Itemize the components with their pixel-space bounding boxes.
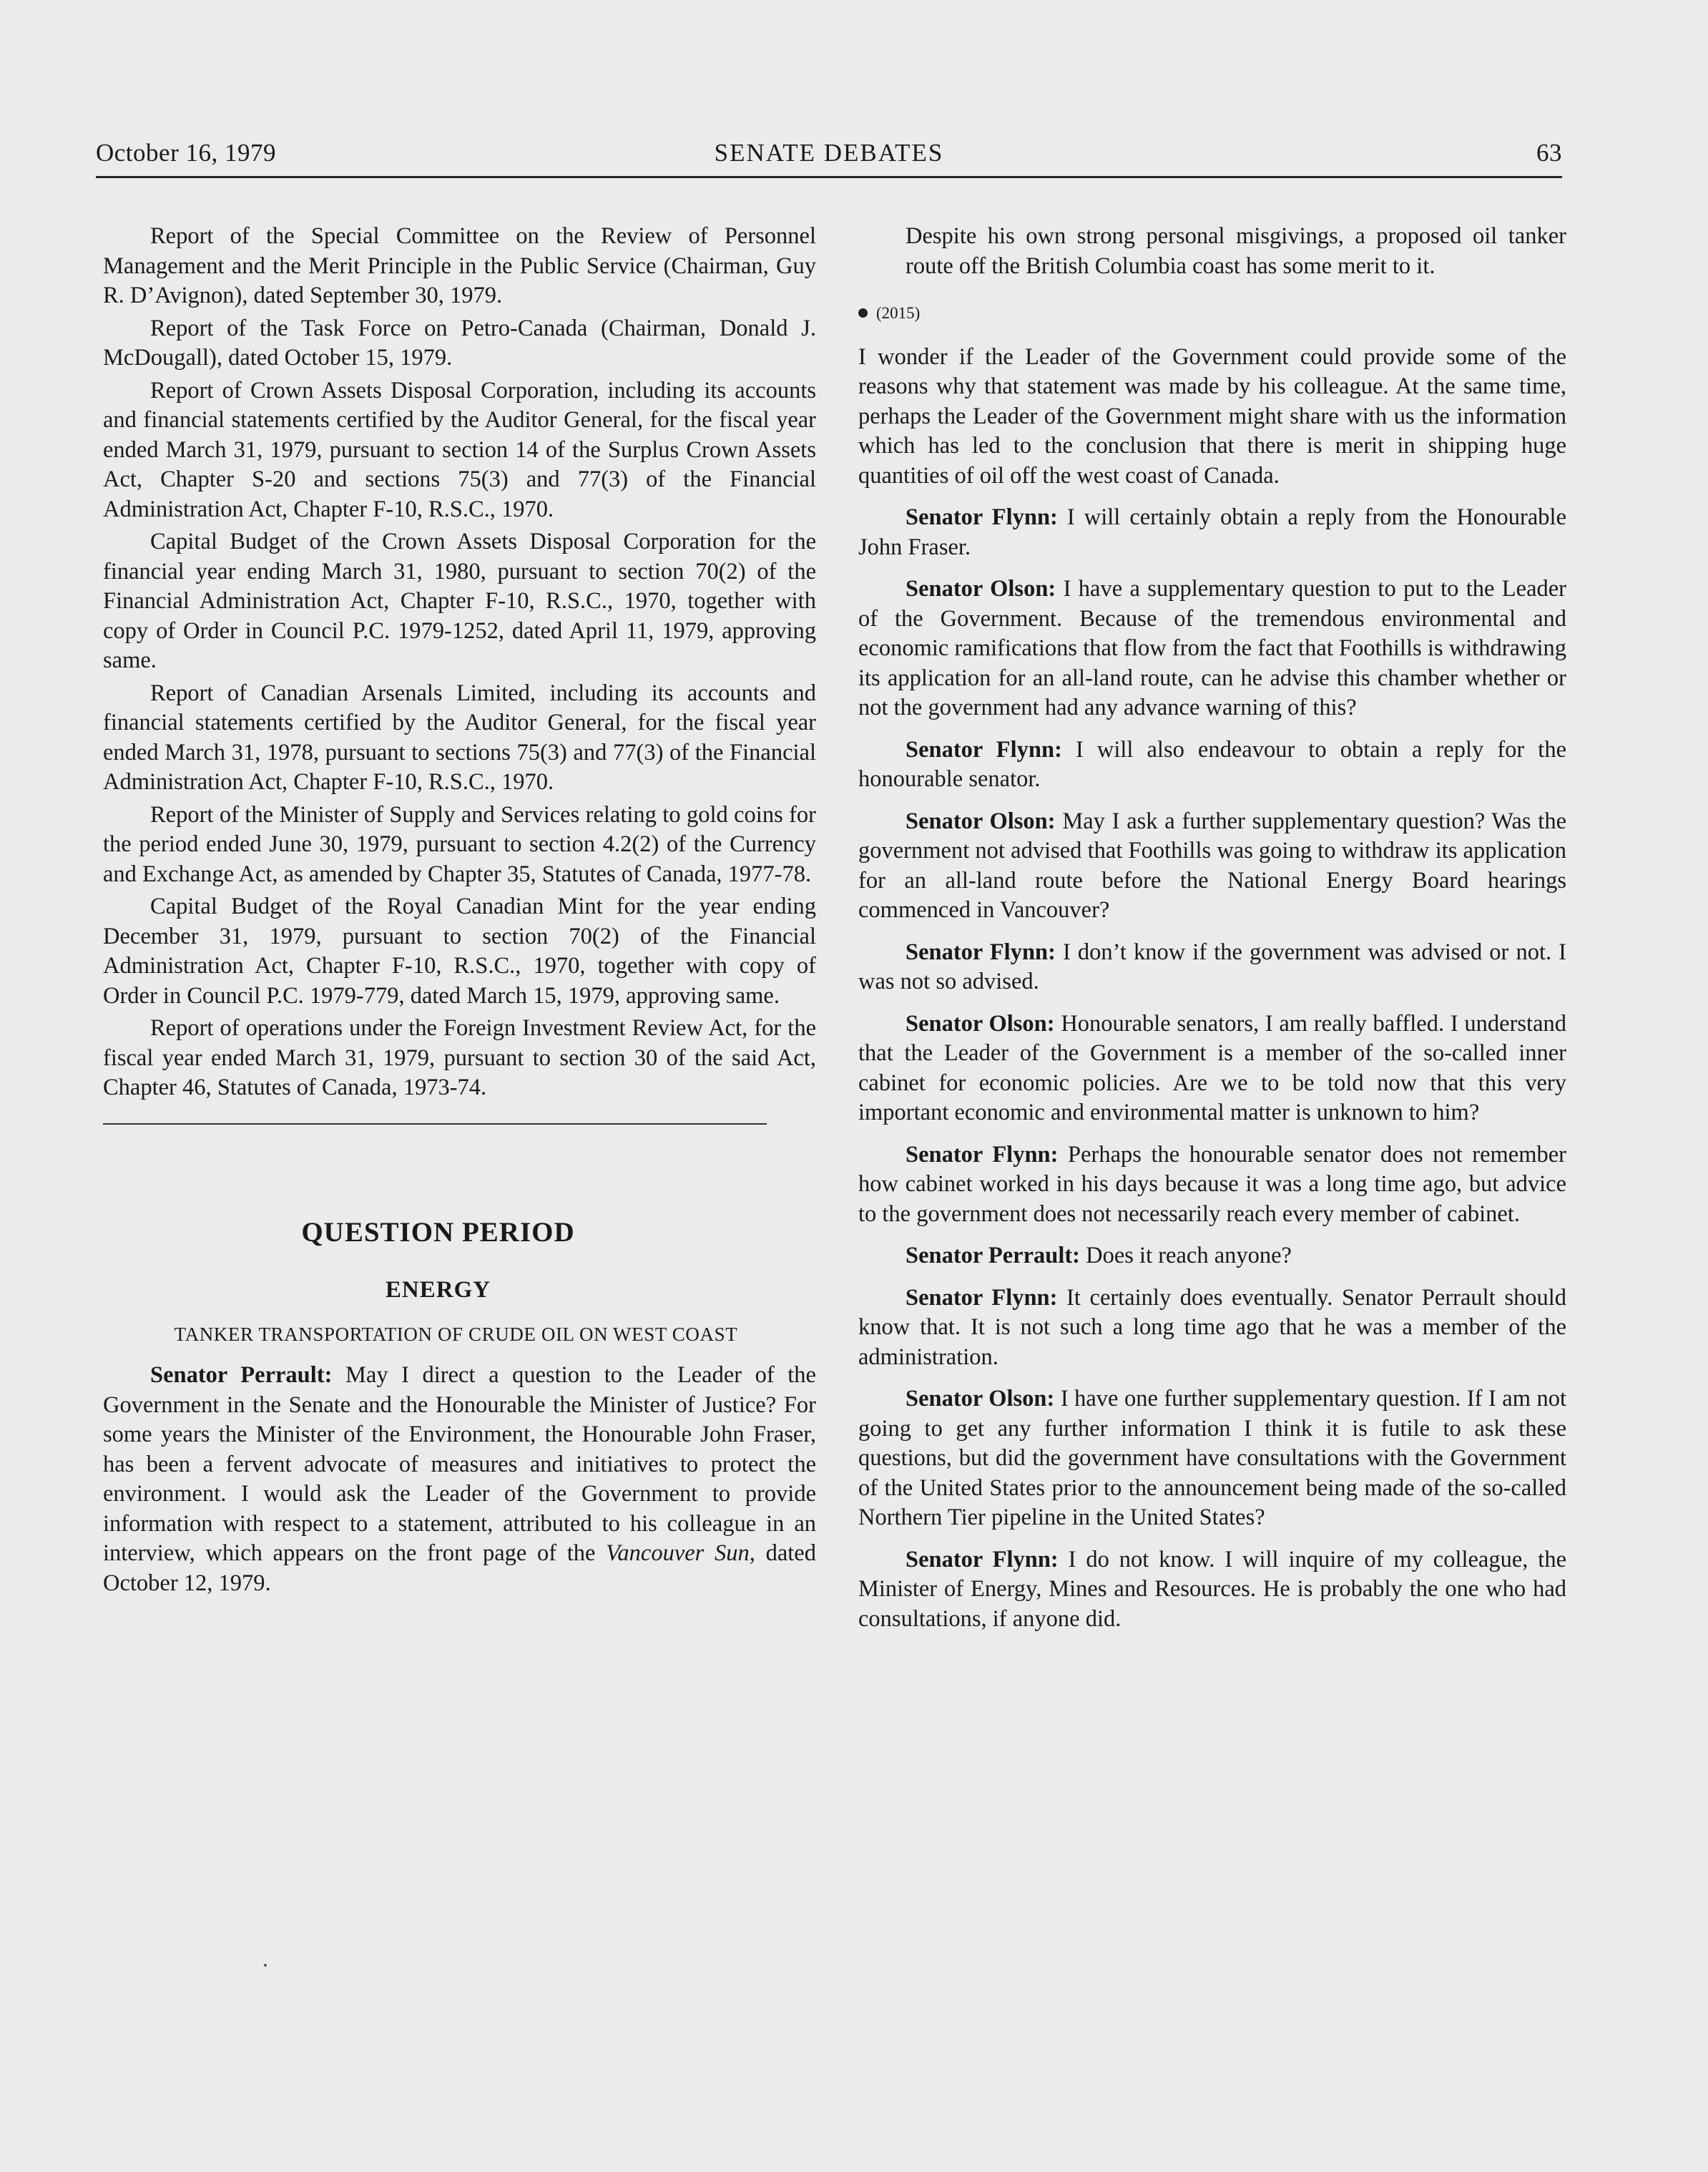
speech-text: I will certainly obtain a reply from the Honourable John Fraser. — [858, 504, 1566, 560]
speaker-name: Senator Flynn: — [905, 939, 1056, 965]
timestamp-marker — [858, 298, 1566, 328]
document-item: Report of operations under the Foreign Investment Review Act, for the fiscal year ended March 31, 1979, pursuant to section 30 of the said Act, Chapter 46, Statutes of Canada, 1973-74. — [103, 1015, 816, 1100]
speech-text: I have one further supplementary question. If I am not going to get any further information I think it is futile to ask these questions, but did the government have consultations with the Government of the United States prior to the announcement being made of the so-called Northern Tier pipeline in the United States? — [858, 1386, 1566, 1530]
speech-text: Does it reach anyone? — [1080, 1243, 1292, 1268]
speaker-name: Senator Flynn: — [905, 1546, 1059, 1572]
speech-text: I do not know. I will inquire of my colleague, the Minister of Energy, Mines and Resources. He is probably the one who had consultations, if anyone did. — [858, 1546, 1566, 1632]
topic-heading: TANKER TRANSPORTATION OF CRUDE OIL ON WEST COAST — [174, 1323, 738, 1345]
document-item: Capital Budget of the Royal Canadian Mint for the year ending December 31, 1979, pursuant to section 70(2) of the Financial Administration Act, Chapter F-10, R.S.C., 1970, together with copy of Order in Council P.C. 1979-779, dated March 15, 1979, approving same. — [103, 894, 816, 1009]
speaker-name: Senator Flynn: — [905, 504, 1058, 530]
publication-name: Vancouver Sun — [606, 1540, 750, 1566]
subsection-title: ENERGY — [385, 1277, 491, 1303]
document-item: Report of Crown Assets Disposal Corporation, including its accounts and financial statements certified by the Auditor General, for the fiscal year ended March 31, 1979, pursuant to section 14 of the Surplus Crown Assets Act, Chapter S-20 and sections 75(3) and 77(3) of the Financial Administration Act, Chapter F-10, R.S.C., 1970. — [103, 377, 816, 522]
speaker-name: Senator Flynn: — [905, 1284, 1058, 1311]
speaker-name: Senator Flynn: — [905, 1141, 1059, 1168]
document-item: Report of the Minister of Supply and Services relating to gold coins for the period ended June 30, 1979, pursuant to section 4.2(2) of the Currency and Exchange Act, as amended by Chapter 35, Statutes of Canada, 1977-78. — [103, 801, 816, 887]
speech-paragraph — [858, 574, 1566, 723]
speech-paragraph — [858, 1140, 1566, 1230]
speech-paragraph — [858, 1283, 1566, 1373]
speech-paragraph — [858, 1241, 1566, 1271]
speaker-name: Senator Flynn: — [905, 736, 1062, 763]
speech-text: I have a supplementary question to put to the Leader of the Government. Because of the tremendous environmental and economic ramifications that flow from the fact that Foothills is withdrawing its application for an all-land route, can he advise this chamber whether or not the government had any advance warning of this? — [858, 576, 1566, 720]
document-item: Report of the Special Committee on the Review of Personnel Management and the Merit Principle in the Public Service (Chairman, Guy R. D’Avignon), dated September 30, 1979. — [103, 223, 816, 308]
speech-text: I will also endeavour to obtain a reply for the honourable senator. — [858, 736, 1567, 792]
header-title: SENATE DEBATES — [714, 139, 944, 167]
left-column — [103, 222, 816, 1610]
speech-text: May I ask a further supplementary question? Was the government not advised that Foothills was going to withdraw its application for an all-land route before the National Energy Board hearings commenced in Vancouver? — [858, 808, 1566, 923]
speaker-name: Senator Olson: — [905, 576, 1056, 602]
right-column — [858, 222, 1566, 1646]
section-divider — [103, 1123, 767, 1125]
speech-text: , dated October 12, 1979. — [103, 1540, 816, 1596]
speech-paragraph — [858, 807, 1566, 926]
speaker-name: Senator Olson: — [905, 808, 1056, 834]
speech-paragraph — [858, 938, 1566, 997]
timestamp-text: (2015) — [876, 304, 921, 322]
speech-paragraph — [103, 1361, 816, 1598]
speech-paragraph — [858, 1384, 1566, 1533]
quoted-statement: Despite his own strong personal misgivings, a proposed oil tanker route off the British Columbia coast has some merit to it. — [905, 223, 1566, 279]
speech-paragraph — [858, 1545, 1566, 1635]
speech-paragraph — [858, 735, 1566, 795]
speech-paragraph — [858, 503, 1566, 562]
speaker-name: Senator Olson: — [905, 1386, 1055, 1412]
speaker-name: Senator Perrault: — [150, 1362, 333, 1388]
header-date: October 16, 1979 — [96, 139, 276, 167]
speech-continuation: I wonder if the Leader of the Government could provide some of the reasons why that statement was made by his colleague. At the same time, perhaps the Leader of the Government might share with us the information which has led to the conclusion that there is merit in shipping huge quantities of oil off the west coast of Canada. — [858, 343, 1566, 489]
speech-text: I don’t know if the government was advised or not. I was not so advised. — [858, 939, 1566, 994]
speaker-name: Senator Olson: — [905, 1010, 1055, 1037]
page-header — [96, 136, 1562, 178]
document-item: Report of the Task Force on Petro-Canada (Chairman, Donald J. McDougall), dated October 15, 1979. — [103, 315, 816, 371]
speech-text: Perhaps the honourable senator does not remember how cabinet worked in his days because it was a long time ago, but advice to the government does not necessarily reach every member of cabinet. — [858, 1141, 1566, 1227]
document-item: Capital Budget of the Crown Assets Disposal Corporation for the financial year ending March 31, 1980, pursuant to section 70(2) of the Financial Administration Act, Chapter F-10, R.S.C., 1970, together with copy of Order in Council P.C. 1979-1252, dated April 11, 1979, approving same. — [103, 529, 816, 673]
speech-text: It certainly does eventually. Senator Perrault should know that. It is not such a long time ago that he was a member of the administration. — [858, 1284, 1567, 1370]
speech-text: May I direct a question to the Leader of the Government in the Senate and the Honourable the Minister of Justice? For some years the Minister of the Environment, the Honourable John Fraser, has been a fervent advocate of measures and initiatives to protect the environment. I would ask the Leader of the Government to provide information with respect to a statement, attributed to his colleague in an interview, which appears on the front page of the — [103, 1362, 816, 1566]
speech-text: Honourable senators, I am really baffled. I understand that the Leader of the Government is a member of the so-called inner cabinet for economic policies. Are we to be told now that this very important economic and environmental matter is unknown to him? — [858, 1010, 1566, 1125]
document-item: Report of Canadian Arsenals Limited, including its accounts and financial statements certified by the Auditor General, for the fiscal year ended March 31, 1978, pursuant to sections 75(3) and 77(3) of the Financial Administration Act, Chapter F-10, R.S.C., 1970. — [103, 680, 816, 795]
bullet-icon — [858, 308, 868, 318]
section-title: QUESTION PERIOD — [301, 1216, 575, 1248]
stray-ink-dot — [264, 1964, 267, 1967]
speaker-name: Senator Perrault: — [905, 1243, 1080, 1268]
speech-paragraph — [858, 1009, 1566, 1128]
tabled-documents-list — [103, 222, 816, 1103]
header-page-number: 63 — [1536, 139, 1562, 167]
